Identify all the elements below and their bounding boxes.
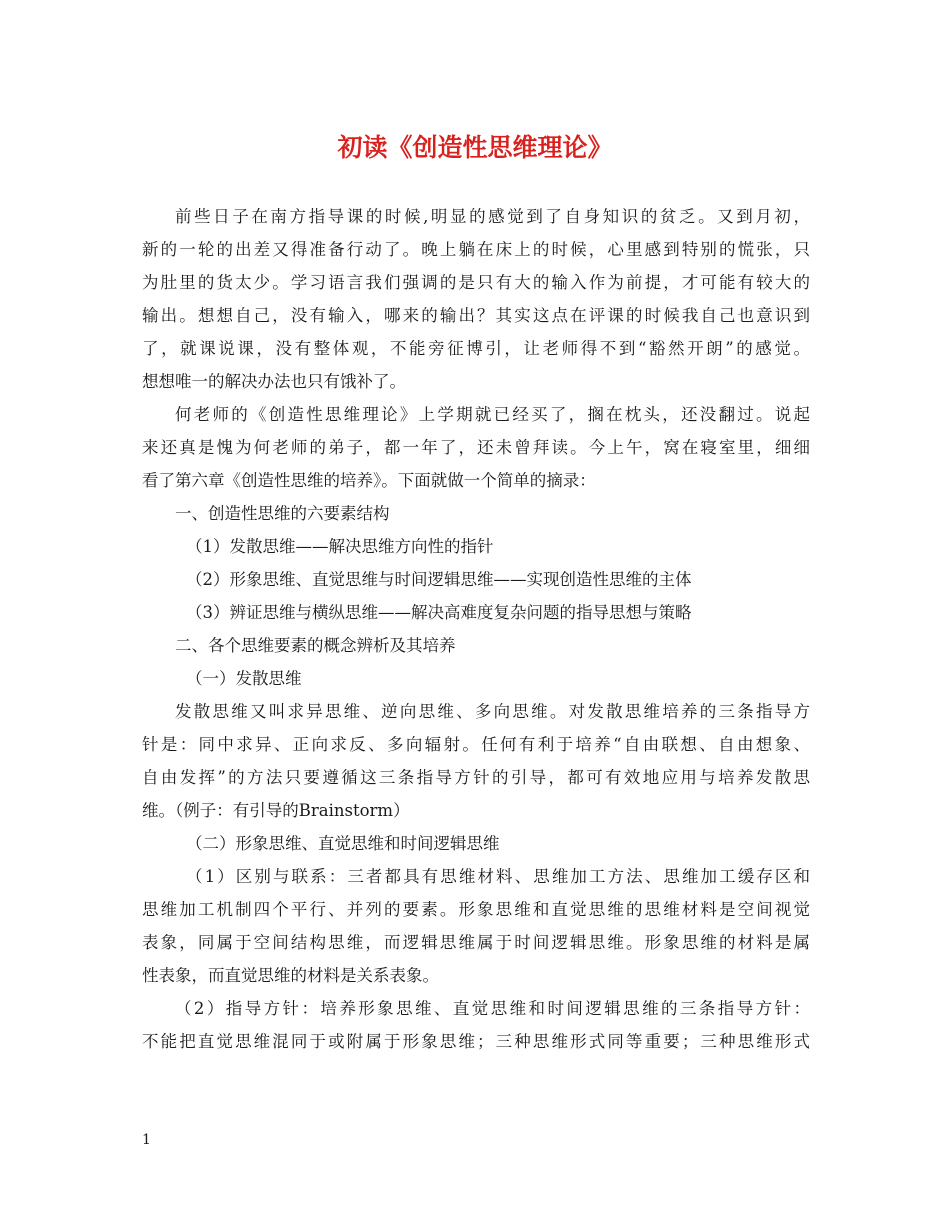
paragraph-line: 维。（例子：有引导的Brainstorm） (142, 801, 410, 820)
document-body (142, 200, 810, 1058)
list-item: （2）形象思维、直觉思维与时间逻辑思维——实现创造性思维的主体 (186, 570, 692, 589)
list-item: （1）发散思维——解决思维方向性的指针 (186, 537, 494, 556)
paragraph-line: 新的一轮的出差又得准备行动了。晚上躺在床上的时候，心里感到特别的慌张，只 (142, 240, 810, 259)
paragraph-line: 看了第六章《创造性思维的培养》。下面就做一个简单的摘录： (142, 471, 596, 490)
paragraph-line: 思维加工机制四个平行、并列的要素。形象思维和直觉思维的思维材料是空间视觉 (142, 900, 810, 919)
paragraph-line: 不能把直觉思维混同于或附属于形象思维；三种思维形式同等重要；三种思维形式 (142, 1032, 810, 1051)
page-number: 1 (142, 1132, 151, 1148)
paragraph-line: 何老师的《创造性思维理论》上学期就已经买了，搁在枕头，还没翻过。说起 (175, 405, 810, 424)
subsection-heading: （二）形象思维、直觉思维和时间逻辑思维 (186, 834, 500, 853)
document-title: 初读《创造性思维理论》 (337, 133, 613, 162)
paragraph-line: 前些日子在南方指导课的时候,明显的感觉到了自身知识的贫乏。又到月初， (175, 207, 810, 226)
paragraph-line: （1）区别与联系：三者都具有思维材料、思维加工方法、思维加工缓存区和 (186, 867, 810, 886)
paragraph-line: 了，就课说课，没有整体观，不能旁征博引，让老师得不到“豁然开朗”的感觉。 (142, 339, 810, 358)
paragraph-line: （2）指导方针：培养形象思维、直觉思维和时间逻辑思维的三条指导方针： (175, 999, 810, 1018)
paragraph-line: 想想唯一的解决办法也只有饿补了。 (142, 372, 406, 391)
paragraph-line: 来还真是愧为何老师的弟子，都一年了，还未曾拜读。今上午，窝在寝室里，细细 (142, 438, 810, 457)
section-heading: 一、创造性思维的六要素结构 (175, 504, 390, 523)
paragraph-line: 为肚里的货太少。学习语言我们强调的是只有大的输入作为前提，才可能有较大的 (142, 273, 810, 292)
paragraph-line: 表象，同属于空间结构思维，而逻辑思维属于时间逻辑思维。形象思维的材料是属 (142, 933, 810, 952)
list-item: （3）辨证思维与横纵思维——解决高难度复杂问题的指导思想与策略 (186, 603, 692, 622)
paragraph-line: 针是：同中求异、正向求反、多向辐射。任何有利于培养“自由联想、自由想象、 (142, 735, 810, 754)
paragraph-line: 输出。想想自己，没有输入，哪来的输出？其实这点在评课的时候我自己也意识到 (142, 306, 810, 325)
subsection-heading: （一）发散思维 (186, 669, 302, 688)
paragraph-line: 性表象，而直觉思维的材料是关系表象。 (142, 966, 439, 985)
section-heading: 二、各个思维要素的概念辨析及其培养 (175, 636, 456, 655)
paragraph-line: 发散思维又叫求异思维、逆向思维、多向思维。对发散思维培养的三条指导方 (175, 702, 810, 721)
paragraph-line: 自由发挥”的方法只要遵循这三条指导方针的引导，都可有效地应用与培养发散思 (142, 768, 810, 787)
